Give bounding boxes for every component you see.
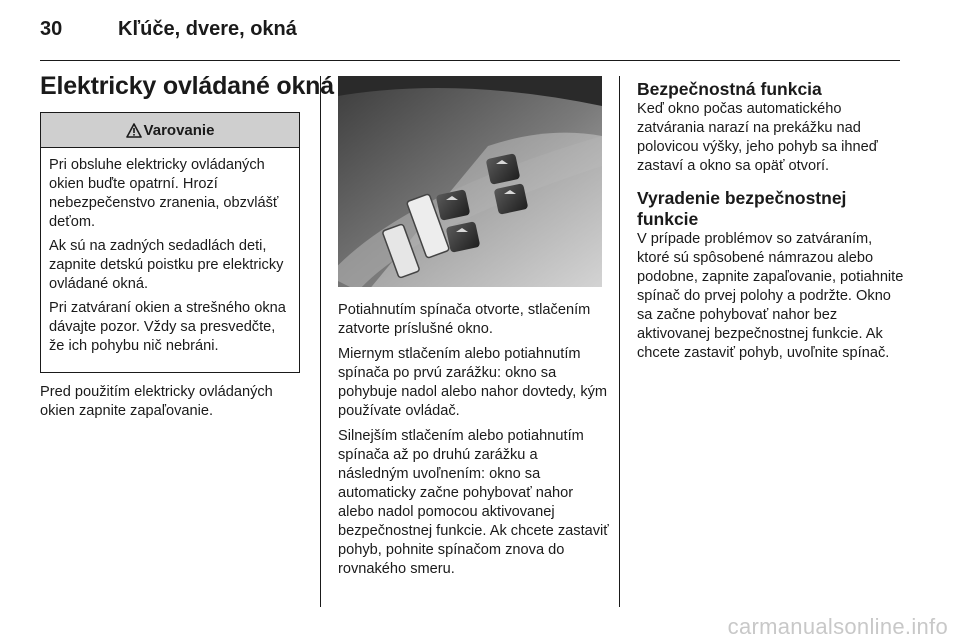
warning-title: Varovanie bbox=[143, 121, 215, 139]
warning-triangle-icon bbox=[126, 123, 142, 138]
override-heading: Vyradenie bezpečnostnej funkcie bbox=[637, 188, 847, 229]
warning-box bbox=[40, 112, 300, 373]
left-column-text bbox=[40, 383, 302, 427]
body-paragraph: Miernym stlačením alebo potiahnutím spínača po prvú zarážku: okno sa pohybuje nadol alebo nahor dovtedy, kým používate ovládač. bbox=[338, 346, 608, 419]
section-title: Elektricky ovládané okná bbox=[40, 72, 334, 100]
safety-function-heading: Bezpečnostná funkcia bbox=[637, 79, 822, 99]
footer-watermark: carmanualsonline.info bbox=[727, 614, 948, 639]
right-column-text bbox=[637, 79, 907, 369]
page-number: 30 bbox=[40, 18, 63, 40]
page-header bbox=[40, 18, 297, 41]
warning-header bbox=[41, 113, 299, 148]
column-divider-right bbox=[619, 76, 620, 607]
middle-column-text bbox=[338, 301, 610, 585]
warning-paragraph: Ak sú na zadných sedadlách deti, zapnite detskú poistku pre elektricky ovládané okná. bbox=[49, 238, 284, 292]
door-window-switch-panel bbox=[338, 76, 602, 287]
chapter-title: Kľúče, dvere, okná bbox=[118, 18, 297, 40]
warning-paragraph: Pri obsluhe elektricky ovládaných okien buďte opatrní. Hrozí nebezpečenstvo zranenia, obzvlášť deťom. bbox=[49, 157, 279, 230]
warning-paragraph: Pri zatváraní okien a strešného okna dávajte pozor. Vždy sa presvedčte, že ich pohybu nič nebráni. bbox=[49, 300, 286, 354]
column-divider-left bbox=[320, 76, 321, 607]
override-text: V prípade problémov so zatváraním, ktoré sú spôsobené námrazou alebo podobne, zapnite zapaľovanie, potiahnite spínač do prvej polohy a podržte. Okno sa začne pohybovať nahor bez aktivovanej bezpečnostnej funkcie. Ak chcete zastaviť pohyb, uvoľnite spínač. bbox=[637, 231, 904, 361]
warning-body bbox=[41, 148, 299, 356]
header-rule bbox=[40, 60, 900, 61]
ignition-note: Pred použitím elektricky ovládaných okien zapnite zapaľovanie. bbox=[40, 384, 273, 419]
safety-function-text: Keď okno počas automatického zatvárania narazí na prekážku nad polovicou výšky, jeho pohyb sa ihneď zastaví a okno sa opäť otvorí. bbox=[637, 101, 878, 174]
body-paragraph: Potiahnutím spínača otvorte, stlačením zatvorte príslušné okno. bbox=[338, 302, 591, 337]
body-paragraph: Silnejším stlačením alebo potiahnutím spínača až po druhú zarážku a následným uvoľnením: okno sa automaticky začne pohybovať nahor alebo nadol pomocou aktivovanej bezpečnostnej funkcie. Ak chcete zastaviť pohyb, pohnite spínačom znova do rovnakého smeru. bbox=[338, 428, 609, 577]
switch-panel-illustration bbox=[338, 76, 602, 287]
